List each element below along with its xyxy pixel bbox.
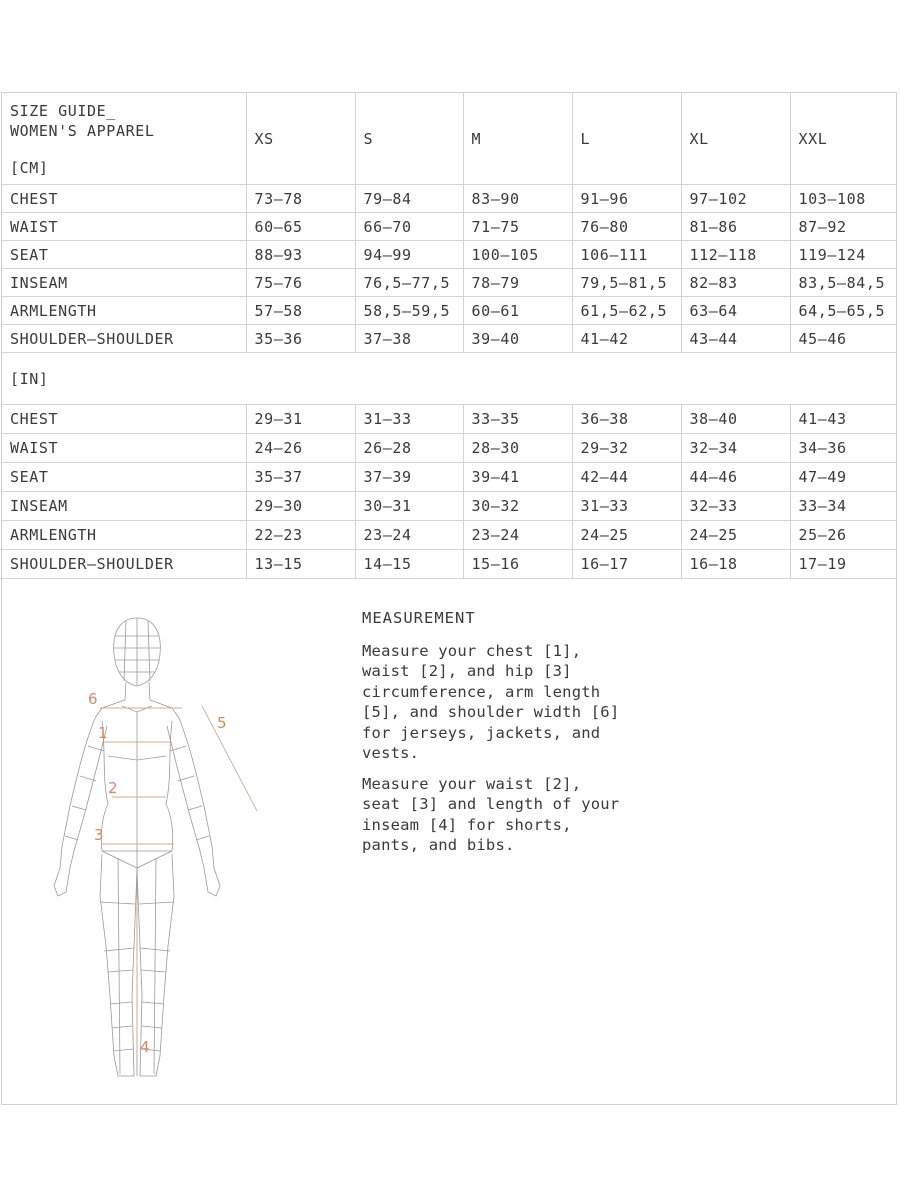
marker-2: 2 <box>108 779 118 797</box>
row-label: ARMLENGTH <box>2 521 246 550</box>
measurement-section <box>2 586 897 1104</box>
row-label: CHEST <box>2 185 246 213</box>
cell: 44–46 <box>681 463 790 492</box>
cell: 29–30 <box>246 492 355 521</box>
cell: 24–25 <box>681 521 790 550</box>
cell: 45–46 <box>790 325 897 353</box>
cell: 41–43 <box>790 405 897 434</box>
cell: 61,5–62,5 <box>572 297 681 325</box>
cell: 39–41 <box>463 463 572 492</box>
cell: 79–84 <box>355 185 463 213</box>
size-header-s: S <box>355 93 463 185</box>
cell: 37–39 <box>355 463 463 492</box>
row-label: SEAT <box>2 241 246 269</box>
cell: 106–111 <box>572 241 681 269</box>
cell: 30–32 <box>463 492 572 521</box>
cell: 60–61 <box>463 297 572 325</box>
cell: 41–42 <box>572 325 681 353</box>
row-label: SEAT <box>2 463 246 492</box>
cell: 35–36 <box>246 325 355 353</box>
title-line-2: WOMEN'S APPAREL <box>10 121 155 140</box>
measurement-heading: MEASUREMENT <box>362 609 476 627</box>
cell: 78–79 <box>463 269 572 297</box>
cell: 58,5–59,5 <box>355 297 463 325</box>
cell: 28–30 <box>463 434 572 463</box>
table-row <box>2 185 897 213</box>
cell: 37–38 <box>355 325 463 353</box>
cell: 75–76 <box>246 269 355 297</box>
row-label: SHOULDER–SHOULDER <box>2 550 246 579</box>
cell: 97–102 <box>681 185 790 213</box>
measurement-paragraph-1: Measure your chest [1], waist [2], and hip [3] circumference, arm length [5], and shoulder width [6] for jerseys, jackets, and vests. <box>362 641 620 762</box>
cell: 26–28 <box>355 434 463 463</box>
table-row <box>2 521 897 550</box>
cell: 88–93 <box>246 241 355 269</box>
table-row <box>2 269 897 297</box>
unit-row-in <box>2 353 897 405</box>
cell: 15–16 <box>463 550 572 579</box>
cell: 64,5–65,5 <box>790 297 897 325</box>
measurement-instructions <box>362 608 622 866</box>
cell: 23–24 <box>355 521 463 550</box>
cm-rows <box>2 185 897 353</box>
cell: 42–44 <box>572 463 681 492</box>
cell: 16–18 <box>681 550 790 579</box>
cell: 57–58 <box>246 297 355 325</box>
cell: 63–64 <box>681 297 790 325</box>
marker-5: 5 <box>217 714 227 732</box>
cell: 23–24 <box>463 521 572 550</box>
row-label: WAIST <box>2 434 246 463</box>
table-row <box>2 241 897 269</box>
row-label: INSEAM <box>2 492 246 521</box>
cell: 66–70 <box>355 213 463 241</box>
cell: 31–33 <box>572 492 681 521</box>
unit-label-in: [IN] <box>2 353 897 405</box>
cell: 82–83 <box>681 269 790 297</box>
table-row <box>2 550 897 579</box>
cell: 16–17 <box>572 550 681 579</box>
cell: 79,5–81,5 <box>572 269 681 297</box>
cell: 76,5–77,5 <box>355 269 463 297</box>
cell: 32–34 <box>681 434 790 463</box>
in-rows <box>2 405 897 579</box>
cell: 100–105 <box>463 241 572 269</box>
size-header-xl: XL <box>681 93 790 185</box>
cell: 60–65 <box>246 213 355 241</box>
size-header-xs: XS <box>246 93 355 185</box>
table-row <box>2 325 897 353</box>
cell: 33–34 <box>790 492 897 521</box>
cell: 39–40 <box>463 325 572 353</box>
table-title-cell <box>2 93 246 185</box>
row-label: INSEAM <box>2 269 246 297</box>
table-row <box>2 213 897 241</box>
cell: 24–25 <box>572 521 681 550</box>
cell: 31–33 <box>355 405 463 434</box>
cell: 91–96 <box>572 185 681 213</box>
unit-label-cm: [CM] <box>10 158 49 177</box>
cell: 32–33 <box>681 492 790 521</box>
cell: 103–108 <box>790 185 897 213</box>
row-label: ARMLENGTH <box>2 297 246 325</box>
cell: 112–118 <box>681 241 790 269</box>
cell: 71–75 <box>463 213 572 241</box>
table-row <box>2 434 897 463</box>
body-figure-icon <box>22 596 282 1101</box>
marker-1: 1 <box>98 724 108 742</box>
table-row <box>2 492 897 521</box>
size-header-l: L <box>572 93 681 185</box>
cell: 17–19 <box>790 550 897 579</box>
header-row <box>2 93 897 185</box>
cell: 13–15 <box>246 550 355 579</box>
cell: 94–99 <box>355 241 463 269</box>
cell: 73–78 <box>246 185 355 213</box>
cell: 29–32 <box>572 434 681 463</box>
cell: 14–15 <box>355 550 463 579</box>
table-row <box>2 405 897 434</box>
cell: 35–37 <box>246 463 355 492</box>
cell: 25–26 <box>790 521 897 550</box>
cell: 43–44 <box>681 325 790 353</box>
row-label: CHEST <box>2 405 246 434</box>
cell: 38–40 <box>681 405 790 434</box>
cell: 24–26 <box>246 434 355 463</box>
cell: 47–49 <box>790 463 897 492</box>
marker-3: 3 <box>94 826 104 844</box>
row-label: SHOULDER–SHOULDER <box>2 325 246 353</box>
cell: 36–38 <box>572 405 681 434</box>
cell: 34–36 <box>790 434 897 463</box>
cell: 76–80 <box>572 213 681 241</box>
cell: 33–35 <box>463 405 572 434</box>
title-line-1: SIZE GUIDE_ <box>10 101 116 120</box>
size-table <box>2 93 897 579</box>
size-guide-sheet <box>1 92 897 1105</box>
cell: 81–86 <box>681 213 790 241</box>
cell: 83,5–84,5 <box>790 269 897 297</box>
marker-4: 4 <box>140 1038 150 1056</box>
measurement-paragraph-2: Measure your waist [2], seat [3] and length of your inseam [4] for shorts, pants, and bibs. <box>362 774 620 854</box>
table-row <box>2 297 897 325</box>
size-header-xxl: XXL <box>790 93 897 185</box>
size-header-m: M <box>463 93 572 185</box>
table-row <box>2 463 897 492</box>
cell: 83–90 <box>463 185 572 213</box>
row-label: WAIST <box>2 213 246 241</box>
cell: 22–23 <box>246 521 355 550</box>
marker-6: 6 <box>88 690 98 708</box>
cell: 87–92 <box>790 213 897 241</box>
cell: 30–31 <box>355 492 463 521</box>
cell: 29–31 <box>246 405 355 434</box>
cell: 119–124 <box>790 241 897 269</box>
